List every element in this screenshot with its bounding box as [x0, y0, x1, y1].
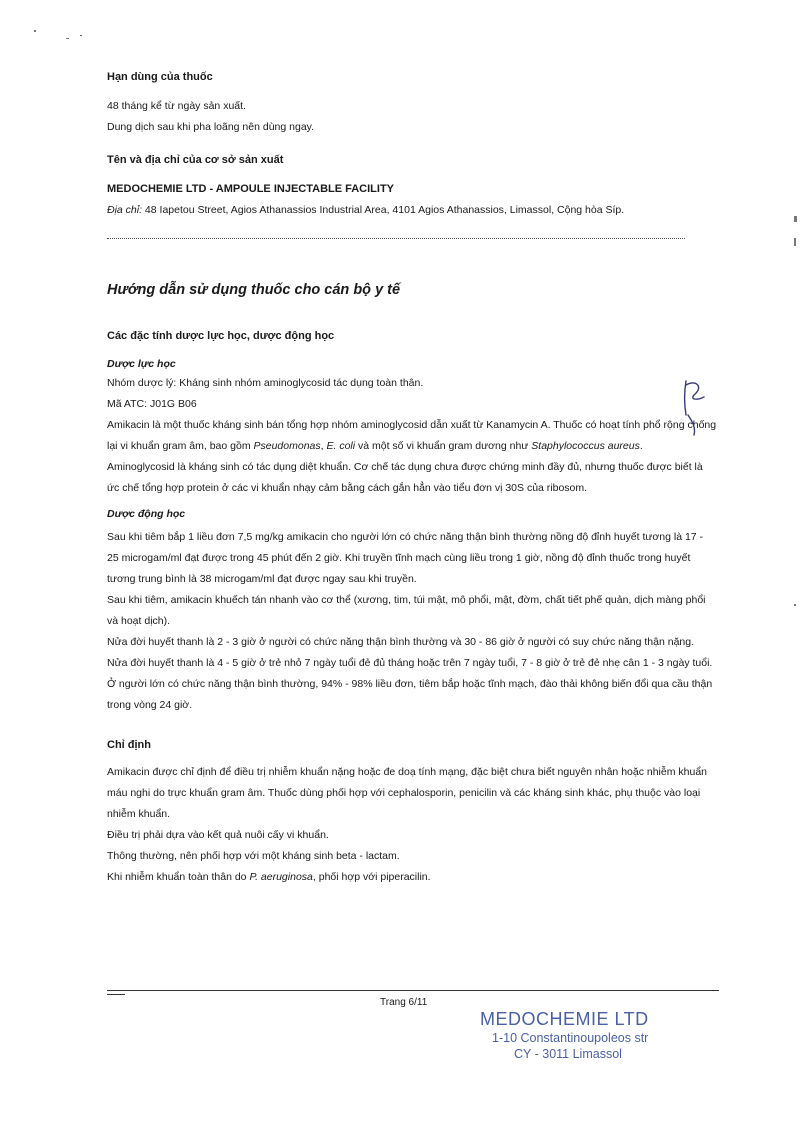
text-run-italic: Staphylococcus aureus [531, 440, 640, 452]
page-number: Trang 6/11 [380, 997, 428, 1008]
expiry-section [107, 70, 717, 138]
text-run: Khi nhiễm khuẩn toàn thân do [107, 871, 250, 883]
expiry-line-1: 48 tháng kể từ ngày sản xuất. [107, 100, 246, 112]
pharmacokinetics-paragraph-1: Sau khi tiêm bắp 1 liều đơn 7,5 mg/kg amikacin cho người lớn có chức năng thận bình thường nồng độ đỉnh huyết tương là 17 - 25 microgam/ml đạt được trong 45 phút đến 2 giờ. Khi truyền tĩnh mạch cùng liều trong 1 giờ, nồng độ đỉnh thuốc trong huyết tương trung bình là 38 microgam/ml đạt được ngay sau khi truyền. [107, 531, 704, 585]
indications-paragraph-1: Amikacin được chỉ định để điều trị nhiễm khuẩn nặng hoặc đe doạ tính mạng, đặc biệt chưa biết nguyên nhân hoặc nhiễm khuẩn máu nghi do trực khuẩn gram âm. Thuốc dùng phối hợp với cephalosporin, penicilin và các kháng sinh khác, phụ thuộc vào loại nhiễm khuẩn. [107, 766, 708, 820]
expiry-title: Hạn dùng của thuốc [107, 71, 213, 83]
manufacturer-title: Tên và địa chỉ của cơ sở sản xuất [107, 154, 284, 166]
indications-paragraph-3: Thông thường, nên phối hợp với một kháng sinh beta - lactam. [107, 850, 400, 862]
text-run-italic: Pseudomonas [253, 440, 321, 452]
text-run: , phối hợp với piperacilin. [312, 871, 431, 883]
manufacturer-address [107, 200, 717, 221]
text-run-italic: E. coli [326, 440, 356, 452]
manufacturer-company: MEDOCHEMIE LTD - AMPOULE INJECTABLE FACILITY [107, 183, 395, 195]
text-run: . [639, 440, 643, 452]
properties-title: Các đặc tính dược lực học, dược động học [107, 330, 335, 342]
pharmacodynamics-paragraph-1 [107, 415, 717, 457]
guide-section [107, 282, 717, 888]
pharmacokinetics-paragraph-3: Nửa đời huyết thanh là 2 - 3 giờ ở người có chức năng thận bình thường và 30 - 86 giờ ở người có suy chức năng thận nặng. Nửa đời huyết thanh là 4 - 5 giờ ở trẻ nhỏ 7 ngày tuổi đẻ đủ tháng hoặc trên 7 ngày tuổi, 7 - 8 giờ ở trẻ đẻ nhẹ cân 1 - 3 ngày tuổi. [107, 636, 713, 669]
text-run: Amikacin là một thuốc kháng sinh bán tổng hợp nhóm aminoglycosid dẫn xuất từ Kanamycin A. Thuốc có hoạt tính phổ rộng chống lại vi khuẩn gram âm, bao gồm [107, 419, 717, 452]
address-label: Địa chỉ: [107, 204, 143, 216]
indications-paragraph-4 [107, 867, 717, 888]
pharmacodynamics-title: Dược lực học [107, 358, 176, 370]
company-stamp [480, 1008, 649, 1062]
pharmacodynamics-group: Nhóm dược lý: Kháng sinh nhóm aminoglycosid tác dụng toàn thân. [107, 377, 424, 389]
footer-rule [107, 990, 719, 991]
signature-mark [678, 375, 712, 437]
pharmacokinetics-title: Dược động học [107, 508, 186, 520]
guide-title: Hướng dẫn sử dụng thuốc cho cán bộ y tế [107, 282, 401, 298]
stamp-line-2: 1-10 Constantinoupoleos str [492, 1031, 649, 1045]
indications-paragraph-2: Điều trị phải dựa vào kết quả nuôi cấy vi khuẩn. [107, 829, 329, 841]
indications-title: Chỉ định [107, 739, 151, 751]
expiry-line-2: Dung dịch sau khi pha loãng nên dùng ngay. [107, 121, 315, 133]
footer-rule-short [107, 994, 125, 995]
text-run: và một số vi khuẩn gram dương như [355, 440, 532, 452]
stamp-line-3: CY - 3011 Limassol [514, 1047, 622, 1061]
address-text: 48 Iapetou Street, Agios Athanassios Industrial Area, 4101 Agios Athanassios, Limassol, Cộng hòa Síp. [142, 204, 625, 216]
pharmacokinetics-paragraph-4: Ở người lớn có chức năng thận bình thường, 94% - 98% liều đơn, tiêm bắp hoặc tĩnh mạch, đào thải không biến đổi qua cầu thận trong vòng 24 giờ. [107, 678, 713, 711]
pharmacokinetics-paragraph-2: Sau khi tiêm, amikacin khuếch tán nhanh vào cơ thể (xương, tim, túi mật, mô phổi, mật, đờm, chất tiết phế quản, dịch màng phổi và hoạt dịch). [107, 594, 706, 627]
manufacturer-section [107, 153, 717, 221]
text-run-italic: P. aeruginosa [249, 871, 313, 883]
dotted-separator [107, 238, 685, 239]
pharmacodynamics-paragraph-2: Aminoglycosid là kháng sinh có tác dụng diệt khuẩn. Cơ chế tác dụng chưa được chứng minh đầy đủ, nhưng thuốc được biết là ức chế tổng hợp protein ở các vi khuẩn nhạy cảm bằng cách gắn hẳn vào tiểu đơn vị 30S của ribosom. [107, 461, 703, 494]
text-run: , [320, 440, 327, 452]
pharmacodynamics-atc: Mã ATC: J01G B06 [107, 398, 197, 410]
stamp-line-1: MEDOCHEMIE LTD [480, 1009, 649, 1029]
